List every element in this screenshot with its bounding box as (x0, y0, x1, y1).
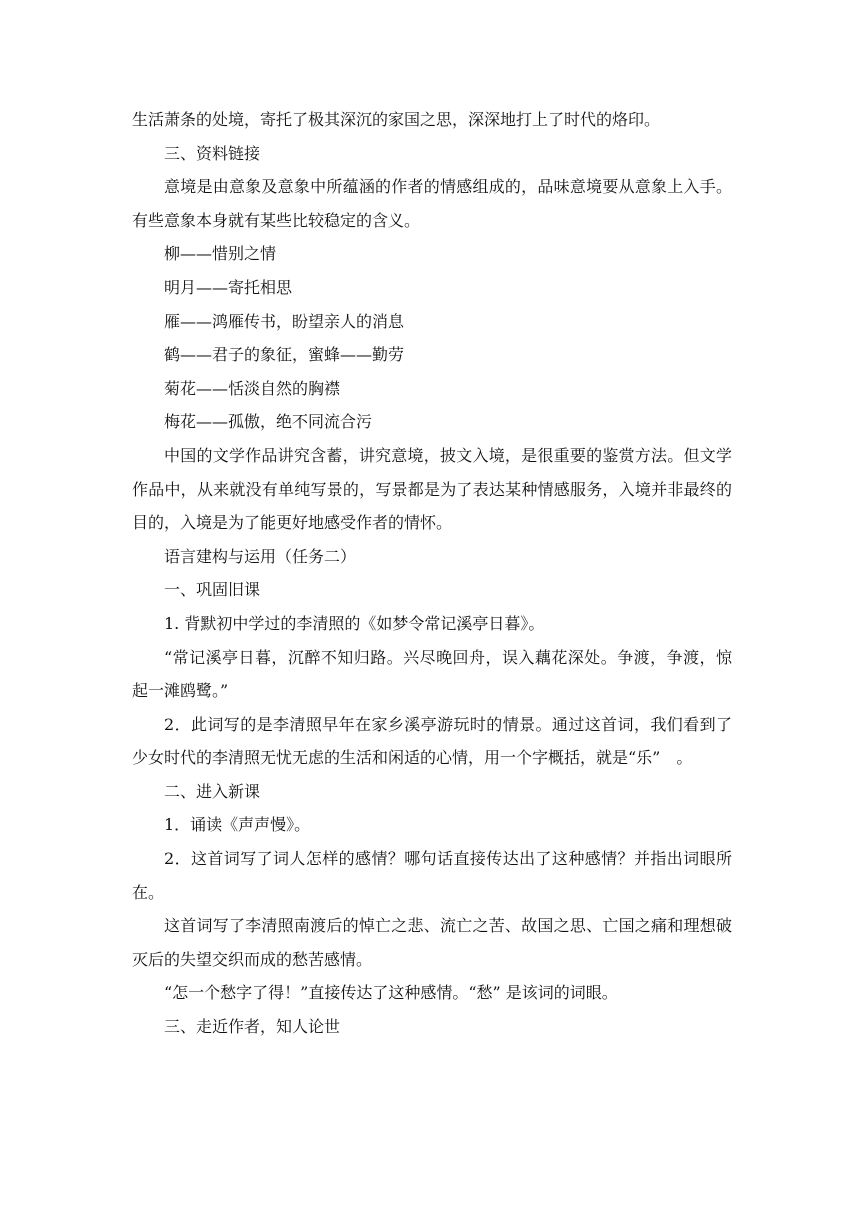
imagery-item-plum: 梅花——孤傲，绝不同流合污 (164, 412, 373, 432)
section-heading-material-links: 三、资料链接 (164, 143, 261, 163)
poem-quote: “常记溪亭日暮，沉醉不知归路。兴尽晚回舟，误入藕花深处。争渡，争渡，惊起一滩鸥鹭。” (132, 647, 732, 701)
section-heading-new-lesson: 二、进入新课 (164, 781, 261, 801)
imagery-item-crane: 鹤——君子的象征，蜜蜂——勤劳 (164, 345, 405, 365)
paragraph-literary-appreciation: 中国的文学作品讲究含蓄，讲究意境，披文入境，是很重要的鉴赏方法。但文学作品中，从来就没有单纯写景的，写景都是为了表达某种情感服务，入境并非最终的目的，入境是为了能更好地感受作者的情怀。 (132, 445, 732, 533)
imagery-item-goose: 雁——鸿雁传书，盼望亲人的消息 (164, 311, 405, 331)
section-heading-review: 一、巩固旧课 (164, 580, 261, 600)
paragraph-eye-of-poem: “怎一个愁字了得！”直接传达了这种感情。“愁” 是该词的词眼。 (164, 983, 618, 1003)
question-2-analysis: 2．此词写的是李清照早年在家乡溪亭游玩时的情景。通过这首词，我们看到了少女时代的李清照无忧无虑的生活和闲适的心情，用一个字概括，就是“乐” 。 (132, 714, 732, 768)
paragraph-continuation: 生活萧条的处境，寄托了极其深沉的家国之思，深深地打上了时代的烙印。 (132, 110, 661, 129)
step-1-recite: 1．诵读《声声慢》。 (164, 815, 311, 835)
imagery-item-chrysanthemum: 菊花——恬淡自然的胸襟 (164, 378, 341, 398)
imagery-item-moon: 明月——寄托相思 (164, 277, 293, 297)
paragraph-answer-emotion: 这首词写了李清照南渡后的悼亡之悲、流亡之苦、故国之思、亡国之痛和理想破灭后的失望交织而成的愁苦感情。 (132, 916, 732, 969)
step-2-question: 2．这首词写了词人怎样的感情？哪句话直接传达出了这种感情？并指出词眼所在。 (132, 849, 732, 902)
document-body (132, 103, 732, 1044)
section-heading-author: 三、走近作者，知人论世 (164, 1017, 341, 1037)
section-heading-task-two: 语言建构与运用（任务二） (164, 546, 357, 566)
paragraph-imagery-intro: 意境是由意象及意象中所蕴涵的作者的情感组成的，品味意境要从意象上入手。有些意象本身就有某些比较稳定的含义。 (132, 177, 732, 230)
imagery-item-willow: 柳——惜别之情 (164, 244, 277, 264)
question-1-recite: 1. 背默初中学过的李清照的《如梦令常记溪亭日暮》。 (164, 613, 545, 633)
